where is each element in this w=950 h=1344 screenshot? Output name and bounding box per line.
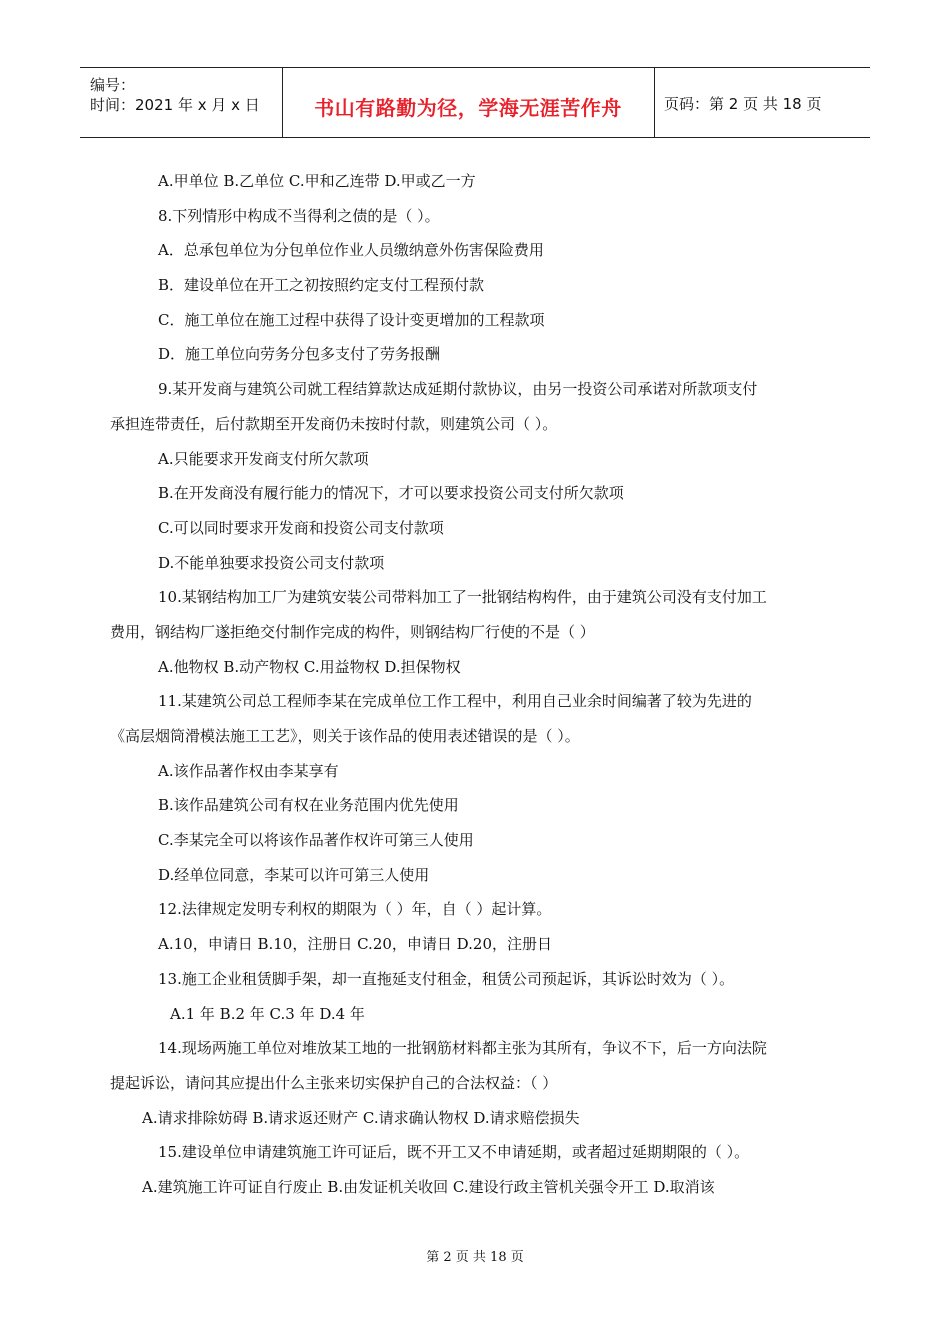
question-line: 13.施工企业租赁脚手架，却一直拖延支付租金，租赁公司预起诉，其诉讼时效为（ ）。 xyxy=(158,969,735,988)
header-meta-cell xyxy=(80,68,283,137)
question-line: 《高层烟筒滑模法施工工艺》，则关于该作品的使用表述错误的是（ ）。 xyxy=(110,727,580,745)
doc-code-label: 编号： xyxy=(90,76,136,94)
option-line: A．总承包单位为分包单位作业人员缴纳意外伤害保险费用 xyxy=(158,241,544,260)
option-line: D.不能单独要求投资公司支付款项 xyxy=(158,553,385,572)
doc-time-label: 时间：2021 年 x 月 x 日 xyxy=(90,96,260,114)
option-line: A.10，申请日 B.10，注册日 C.20，申请日 D.20，注册日 xyxy=(158,935,553,954)
option-line: A.只能要求开发商支付所欠款项 xyxy=(158,449,369,468)
option-line: C.可以同时要求开发商和投资公司支付款项 xyxy=(158,518,444,537)
option-line: B.在开发商没有履行能力的情况下，才可以要求投资公司支付所欠款项 xyxy=(158,484,624,503)
question-line: 14.现场两施工单位对堆放某工地的一批钢筋材料都主张为其所有，争议不下，后一方向法院 xyxy=(158,1039,767,1058)
header-motto: 书山有路勤为径，学海无涯苦作舟 xyxy=(314,96,622,120)
option-line: C.李某完全可以将该作品著作权许可第三人使用 xyxy=(158,831,474,850)
option-line: A.该作品著作权由李某享有 xyxy=(158,761,339,780)
option-line: A.建筑施工许可证自行废止 B.由发证机关收回 C.建设行政主管机关强令开工 D.取消该 xyxy=(142,1177,715,1196)
option-line: B．建设单位在开工之初按照约定支付工程预付款 xyxy=(158,276,485,295)
question-line: 8.下列情形中构成不当得利之债的是（ ）。 xyxy=(158,206,440,225)
option-line: C．施工单位在施工过程中获得了设计变更增加的工程款项 xyxy=(158,310,545,329)
question-line: 10.某钢结构加工厂为建筑安装公司带料加工了一批钢结构构件，由于建筑公司没有支付加工 xyxy=(158,588,767,607)
option-line: A.他物权 B.动产物权 C.用益物权 D.担保物权 xyxy=(158,657,461,676)
option-line: D.经单位同意，李某可以许可第三人使用 xyxy=(158,865,430,884)
question-line: 9.某开发商与建筑公司就工程结算款达成延期付款协议，由另一投资公司承诺对所款项支付 xyxy=(158,380,758,399)
option-line: B.该作品建筑公司有权在业务范围内优先使用 xyxy=(158,796,459,815)
question-line: 12.法律规定发明专利权的期限为（ ）年，自（ ）起计算。 xyxy=(158,900,552,919)
option-line: D．施工单位向劳务分包多支付了劳务报酬 xyxy=(158,345,441,364)
header-page-cell xyxy=(654,68,870,137)
question-line: 15.建设单位申请建筑施工许可证后，既不开工又不申请延期，或者超过延期期限的（ ）。 xyxy=(158,1143,750,1162)
header-page-info: 页码：第 2 页 共 18 页 xyxy=(664,95,822,113)
question-body xyxy=(110,164,845,1205)
question-line: 提起诉讼，请问其应提出什么主张来切实保护自己的合法权益：（ ） xyxy=(110,1073,558,1092)
option-line: A.甲单位 B.乙单位 C.甲和乙连带 D.甲或乙一方 xyxy=(158,172,476,190)
question-line: 承担连带责任，后付款期至开发商仍未按时付款，则建筑公司（ ）。 xyxy=(110,414,558,433)
option-line: A.请求排除妨碍 B.请求返还财产 C.请求确认物权 D.请求赔偿损失 xyxy=(142,1108,580,1127)
page-footer: 第 2 页 共 18 页 xyxy=(426,1250,524,1265)
page-header xyxy=(80,67,870,138)
option-line: A.1 年 B.2 年 C.3 年 D.4 年 xyxy=(170,1004,365,1023)
header-motto-cell xyxy=(282,68,655,137)
question-line: 费用，钢结构厂遂拒绝交付制作完成的构件，则钢结构厂行使的不是（ ） xyxy=(110,622,595,641)
question-line: 11.某建筑公司总工程师李某在完成单位工作工程中，利用自己业余时间编著了较为先进的 xyxy=(158,692,752,711)
